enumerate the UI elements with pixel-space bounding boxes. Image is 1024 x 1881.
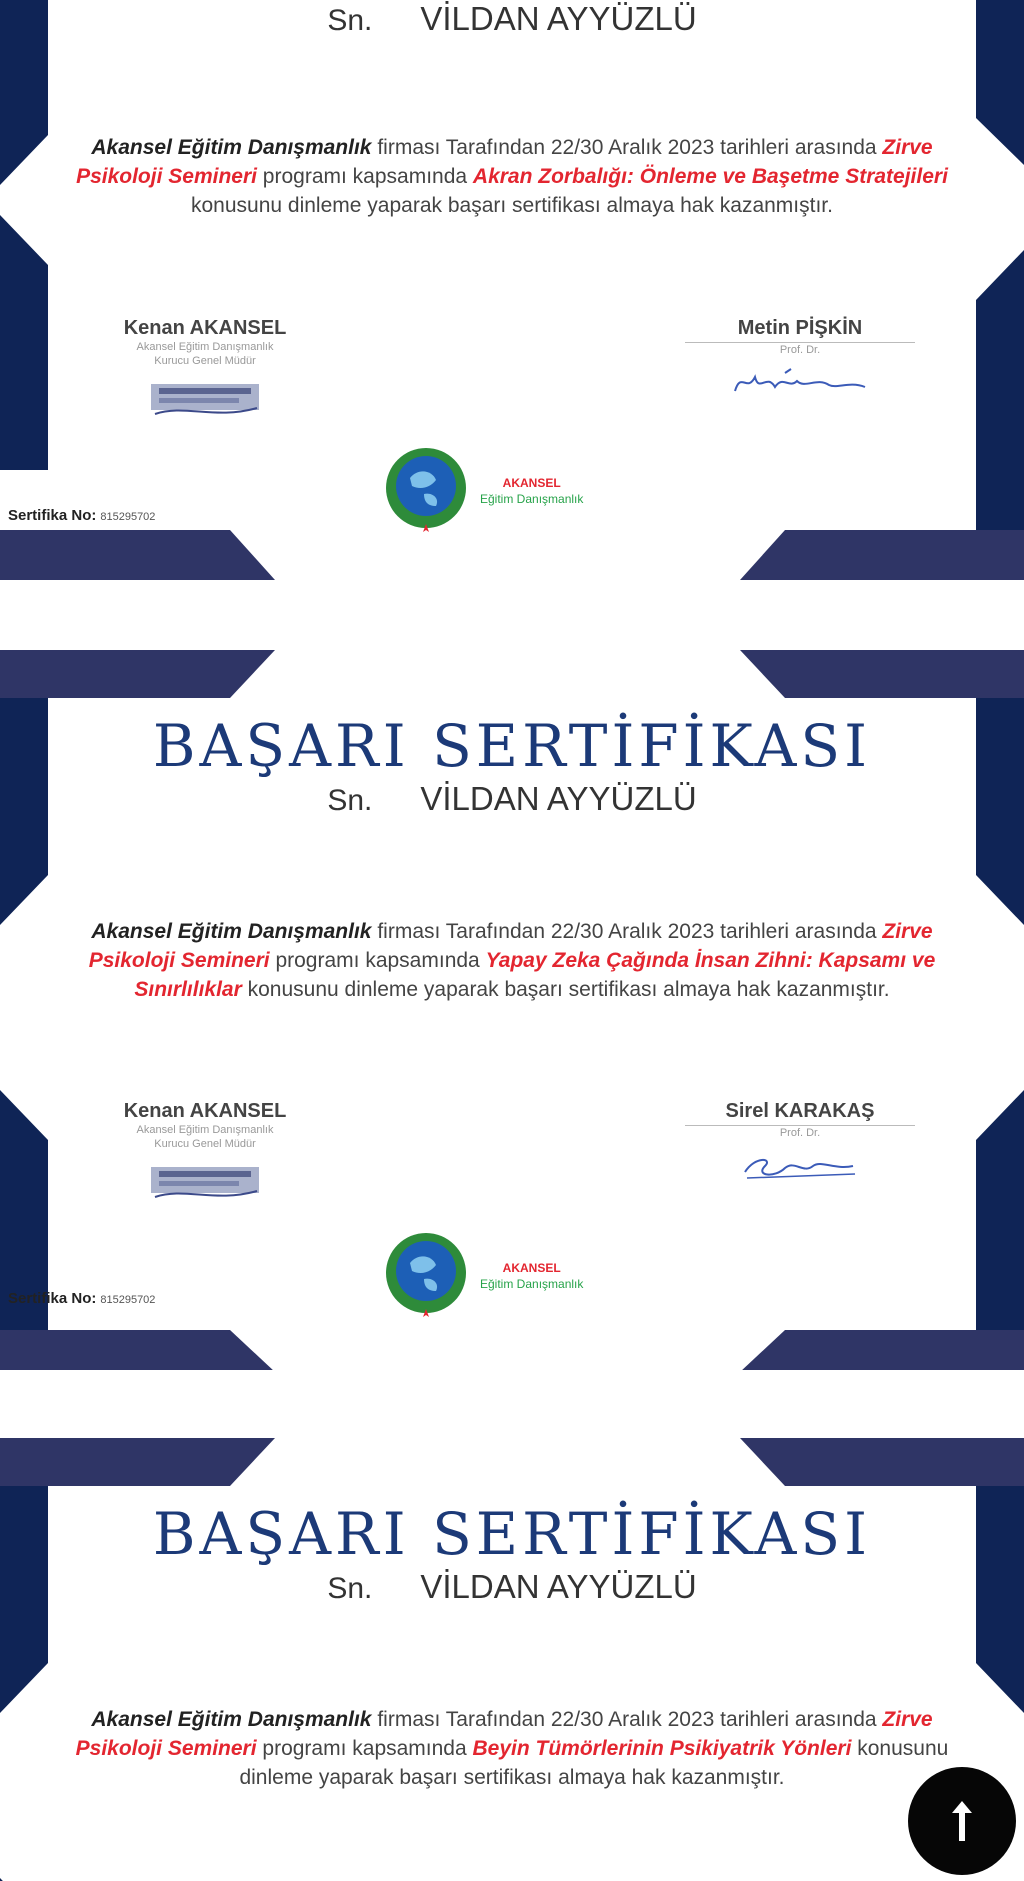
- signatory-org: Akansel Eğitim Danışmanlık: [136, 1124, 274, 1136]
- honorific: Sn.: [327, 1572, 373, 1605]
- body-text: konusunu dinleme yaparak başarı sertifikası almaya hak kazanmıştır.: [241, 978, 890, 1001]
- certificate-3: [0, 1438, 1024, 1881]
- signatory-name: Kenan AKANSEL: [123, 317, 287, 339]
- certificate-body: [70, 917, 954, 1004]
- signatory-org: Akansel Eğitim Danışmanlık: [136, 341, 274, 353]
- left-signature-block: [90, 1100, 320, 1203]
- certificate-number-value: 815295702: [100, 511, 156, 523]
- body-text: firması Tarafından 22/30 Aralık 2023 tarihleri arasında: [371, 1708, 883, 1731]
- signatory-name: Sirel KARAKAŞ: [685, 1100, 915, 1126]
- certificate-body: [70, 1705, 954, 1792]
- certificate-body: [70, 133, 954, 220]
- logo-subtitle: Eğitim Danışmanlık: [480, 1277, 584, 1291]
- recipient-name: VİLDAN AYYÜZLÜ: [420, 1568, 697, 1605]
- handwritten-signature: [725, 1146, 875, 1186]
- recipient-name: VİLDAN AYYÜZLÜ: [420, 0, 697, 37]
- certificate-2: [0, 650, 1024, 1370]
- stamp-image: [145, 374, 265, 420]
- topic-name: Akran Zorbalığı: Önleme ve Başetme Stratejileri: [472, 165, 948, 188]
- certificate-title: BAŞARI SERTİFİKASI: [152, 712, 872, 780]
- logo-text: [480, 1260, 583, 1292]
- recipient-name: VİLDAN AYYÜZLÜ: [420, 780, 697, 817]
- logo-brand: AKANSEL: [502, 476, 561, 490]
- signatory-name: Kenan AKANSEL: [123, 1100, 287, 1122]
- recipient-line: [0, 0, 1024, 38]
- signatory-title: Kurucu Genel Müdür: [154, 355, 256, 367]
- signatory-title: Prof. Dr.: [779, 1127, 821, 1139]
- certificate-number: [8, 507, 155, 524]
- firm-name: Akansel Eğitim Danışmanlık: [91, 920, 372, 943]
- signatory-name: Metin PİŞKİN: [685, 317, 915, 343]
- firm-name: Akansel Eğitim Danışmanlık: [91, 136, 372, 159]
- arrow-up-icon: [950, 1799, 974, 1843]
- certificate-number-label: Sertifika No:: [8, 1290, 97, 1307]
- globe-laurel-logo: [372, 440, 492, 540]
- body-text: programı kapsamında: [256, 1737, 473, 1760]
- left-signature-block: [90, 317, 320, 420]
- signatory-title: Prof. Dr.: [779, 344, 821, 356]
- recipient-line: [0, 1568, 1024, 1606]
- body-text: firması Tarafından 22/30 Aralık 2023 tarihleri arasında: [371, 920, 883, 943]
- logo-text: [480, 475, 583, 507]
- body-text: firması Tarafından 22/30 Aralık 2023 tarihleri arasında: [371, 136, 883, 159]
- body-text: konusunu dinleme yaparak başarı sertifikası almaya hak kazanmıştır.: [239, 1737, 949, 1789]
- program-name: Zirve Psikoloji Semineri: [88, 920, 933, 972]
- handwritten-signature: [725, 363, 875, 403]
- program-name: Zirve Psikoloji Semineri: [75, 1708, 933, 1760]
- honorific: Sn.: [327, 784, 373, 817]
- firm-name: Akansel Eğitim Danışmanlık: [91, 1708, 372, 1731]
- right-signature-block: [685, 1100, 915, 1186]
- topic-name: Beyin Tümörlerinin Psikiyatrik Yönleri: [472, 1737, 852, 1760]
- body-text: konusunu dinleme yaparak başarı sertifikası almaya hak kazanmıştır.: [191, 194, 833, 217]
- certificate-title: BAŞARI SERTİFİKASI: [152, 1500, 872, 1568]
- program-name: Zirve Psikoloji Semineri: [76, 136, 933, 188]
- certificate-1: [0, 0, 1024, 580]
- body-text: programı kapsamında: [256, 165, 473, 188]
- logo-subtitle: Eğitim Danışmanlık: [480, 492, 584, 506]
- scroll-to-top-button[interactable]: [908, 1767, 1016, 1875]
- globe-laurel-logo: [372, 1225, 492, 1325]
- certificate-number-value: 815295702: [100, 1294, 156, 1306]
- logo-brand: AKANSEL: [502, 1261, 561, 1275]
- recipient-line: [0, 780, 1024, 818]
- right-signature-block: [685, 317, 915, 403]
- stamp-image: [145, 1157, 265, 1203]
- honorific: Sn.: [327, 4, 373, 37]
- body-text: programı kapsamında: [269, 949, 486, 972]
- signatory-title: Kurucu Genel Müdür: [154, 1138, 256, 1150]
- topic-name: Yapay Zeka Çağında İnsan Zihni: Kapsamı ve Sınırlılıklar: [134, 949, 936, 1001]
- certificate-number-label: Sertifika No:: [8, 507, 97, 524]
- certificate-number: [8, 1290, 155, 1307]
